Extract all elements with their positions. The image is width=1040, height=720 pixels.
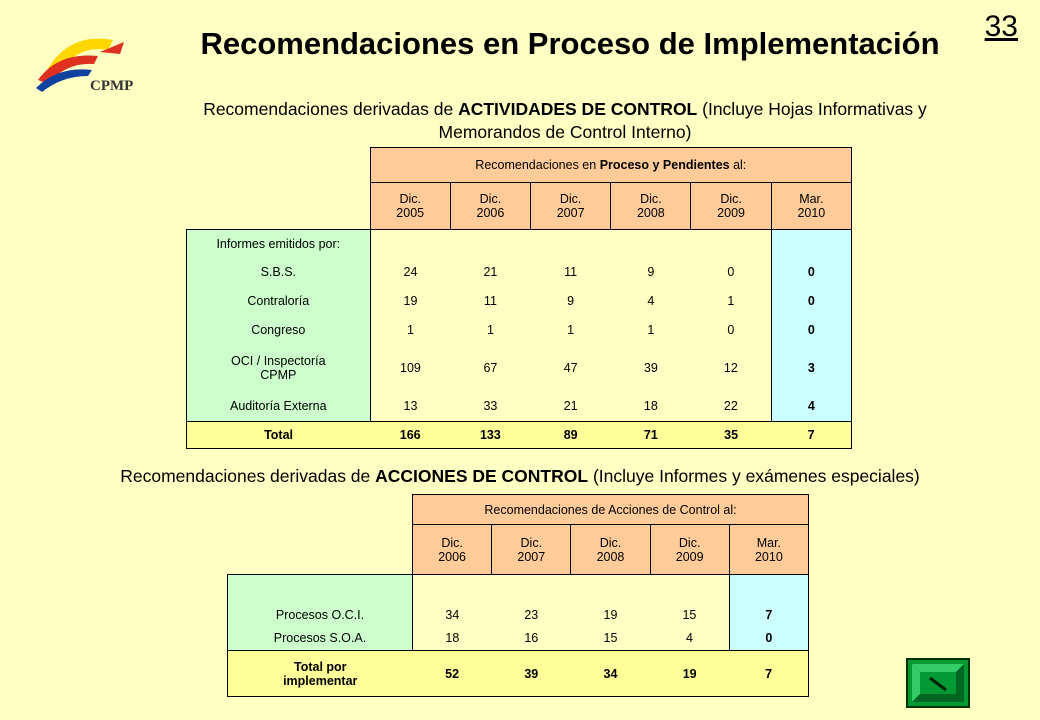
table-row: Contraloría 19 11 9 4 1 0 [187, 287, 852, 316]
subtitle-actions: Recomendaciones derivadas de ACCIONES DE CONTROL (Incluye Informes y exámenes especiales) [120, 466, 920, 486]
column-header: Dic. 2006 [413, 525, 492, 575]
back-button[interactable] [906, 658, 970, 708]
table-activities [186, 147, 852, 449]
table1-columns [187, 183, 852, 230]
page-number[interactable]: 33 [984, 10, 1018, 43]
total-row: Total por implementar 52 39 34 19 7 [228, 651, 809, 697]
table2-columns [228, 525, 809, 575]
column-header: Mar. 2010 [771, 183, 851, 230]
column-header: Dic. 2009 [650, 525, 729, 575]
back-arrow-icon [908, 660, 968, 706]
column-header: Dic. 2007 [492, 525, 571, 575]
column-header: Mar. 2010 [729, 525, 808, 575]
total-row: Total 166 133 89 71 35 7 [187, 422, 852, 449]
column-header: Dic. 2005 [370, 183, 450, 230]
table-row: Procesos S.O.A. 18 16 15 4 0 [228, 627, 809, 651]
column-header: Dic. 2006 [450, 183, 530, 230]
column-header: Dic. 2008 [611, 183, 691, 230]
table-actions [227, 494, 809, 697]
page-title: Recomendaciones en Proceso de Implementación [200, 26, 940, 61]
column-header: Dic. 2009 [691, 183, 771, 230]
table1-header: Recomendaciones en Proceso y Pendientes al: [370, 148, 851, 183]
table-row: Procesos O.C.I. 34 23 19 15 7 [228, 603, 809, 627]
table-row: OCI / Inspectoría CPMP 109 67 47 39 12 3 [187, 345, 852, 391]
logo-text: CPMP [90, 78, 134, 94]
table-row: S.B.S. 24 21 11 9 0 0 [187, 258, 852, 287]
table-row: Auditoría Externa 13 33 21 18 22 4 [187, 391, 852, 422]
column-header: Dic. 2008 [571, 525, 650, 575]
table2-header: Recomendaciones de Acciones de Control al: [413, 495, 809, 525]
row-label-header: Informes emitidos por: [187, 230, 371, 258]
subtitle-activities: Recomendaciones derivadas de ACTIVIDADES DE CONTROL (Incluye Hojas Informativas y Memorandos de Control Interno) [203, 99, 927, 142]
table-row: Congreso 1 1 1 1 0 0 [187, 316, 852, 345]
column-header: Dic. 2007 [531, 183, 611, 230]
